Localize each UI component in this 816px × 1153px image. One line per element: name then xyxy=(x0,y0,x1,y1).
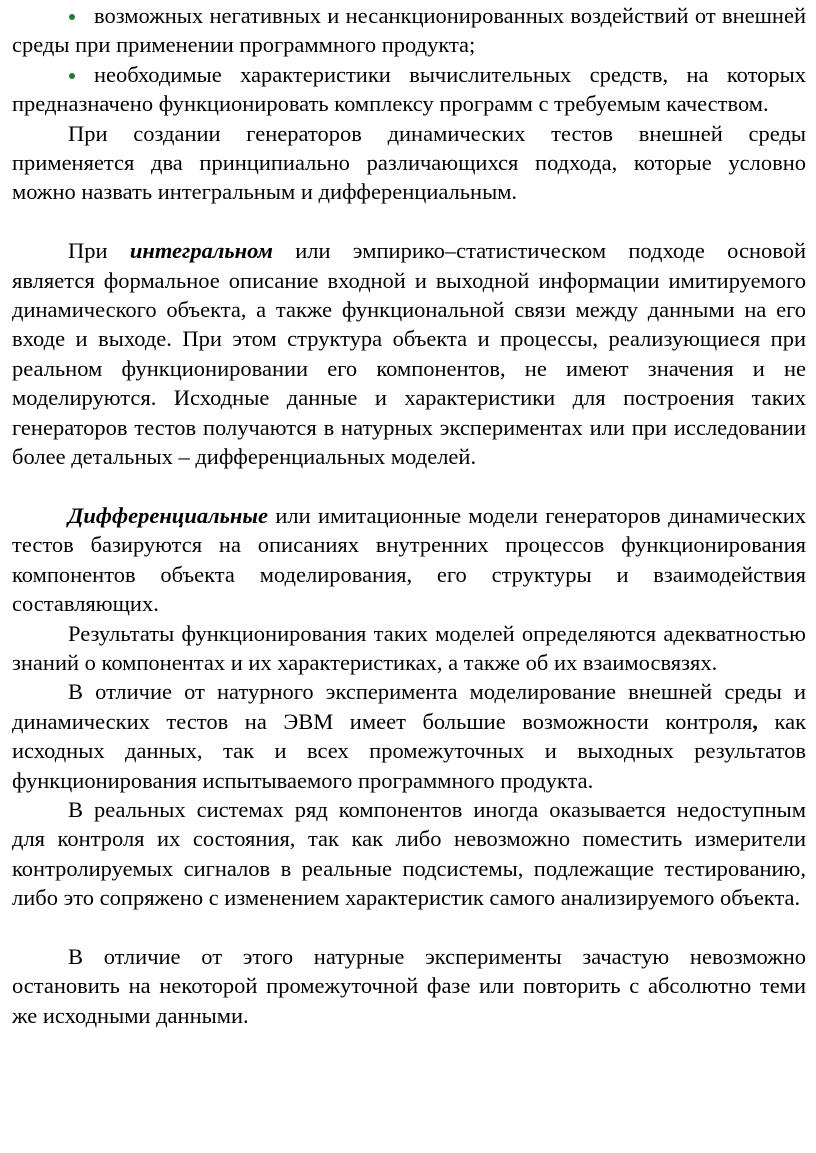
paragraph-differential xyxy=(12,501,806,619)
bullet-item xyxy=(12,1,806,60)
bold-comma: , xyxy=(752,708,758,734)
paragraph-results: Результаты функционирования таких моделей определяются адекватностью знаний о компонентах и их характеристиках, а также об их взаимосвязях. xyxy=(12,620,806,675)
paragraph-text: В отличие от натурного эксперимента моделирование внешней среды и динамических тестов на ЭВМ имеет большие возможности контроля xyxy=(12,679,806,734)
paragraph-natural-experiments: В отличие от этого натурные эксперименты зачастую невозможно остановить на некоторой промежуточной фазе или повторить с абсолютно теми же исходными данными. xyxy=(12,943,806,1028)
paragraph-text: или эмпирико–статистическом подходе основой является формальное описание входной и выходной информации имитируемого динамического объекта, а также функциональной связи между данными на его входе и выходе. При этом структура объекта и процессы, реализующиеся при реальном функционировании его компонентов, не имеют значения и не моделируются. Исходные данные и характеристики для построения таких генераторов тестов получаются в натурных экспериментах или при исследовании более детальных – дифференциальных моделей. xyxy=(12,238,806,470)
bullet-dot-icon xyxy=(69,14,75,20)
bullet-text: необходимые характеристики вычислительных средств, на которых предназначено функционировать комплексу программ с требуемым качеством. xyxy=(12,61,806,117)
paragraph-text: как исходных данных, так и всех промежуточных и выходных результатов функционирования испытываемого программного продукта. xyxy=(12,708,806,793)
paragraph-real-systems: В реальных системах ряд компонентов иногда оказывается недоступным для контроля их состояния, так как либо невозможно поместить измерители контролируемых сигналов в реальные подсистемы, подлежащие тестированию, либо это сопряжено с изменением характеристик самого анализируемого объекта. xyxy=(12,796,806,911)
emphasis-term: интегральном xyxy=(129,238,273,264)
bullet-text: возможных негативных и несанкционированных воздействий от внешней среды при применении программного продукта; xyxy=(12,3,806,58)
paragraph-text: При xyxy=(68,238,130,264)
paragraph-approaches: При создании генераторов динамических тестов внешней среды применяется два принципиально различающихся подхода, которые условно можно назвать интегральным и дифференциальным. xyxy=(12,120,806,205)
paragraph-integral xyxy=(12,236,806,471)
bullet-item xyxy=(12,60,806,119)
paragraph-modeling xyxy=(12,677,806,795)
bullet-dot-icon xyxy=(69,73,75,79)
emphasis-term: Дифференциальные xyxy=(68,502,269,528)
paragraph-text: или имитационные модели генераторов динамических тестов базируются на описаниях внутренних процессов функционирования компонентов объекта моделирования, его структуры и взаимодействия составляющих. xyxy=(12,502,806,617)
